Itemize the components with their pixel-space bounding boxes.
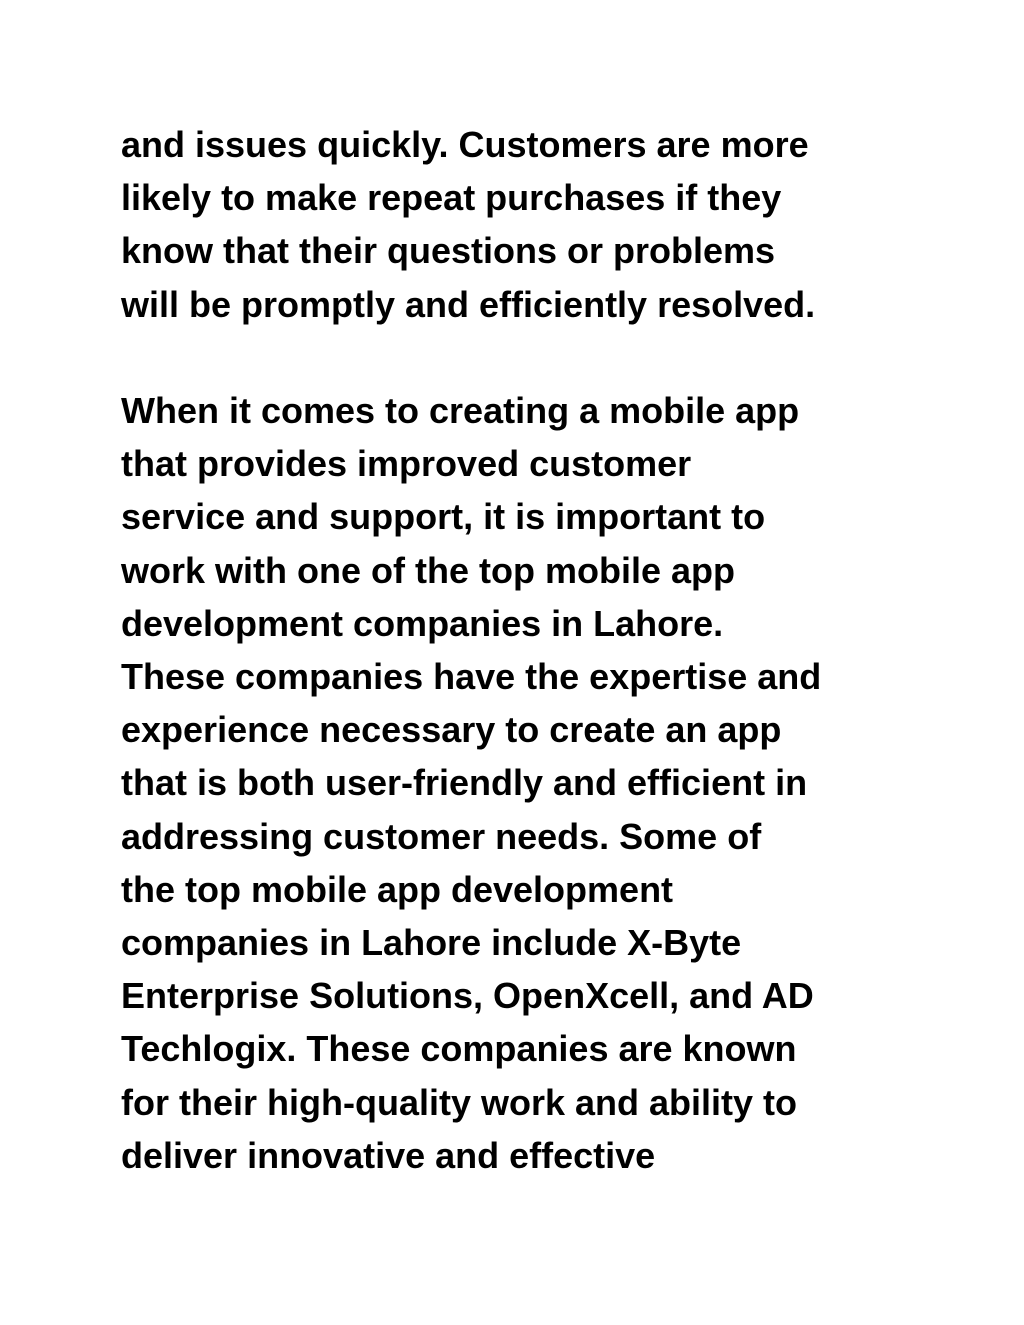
text-line: that is both user-friendly and efficient in <box>121 762 808 804</box>
body-text <box>121 118 921 1182</box>
text-line: deliver innovative and effective <box>121 1134 656 1176</box>
text-line: service and support, it is important to <box>121 496 766 538</box>
text-line: Enterprise Solutions, OpenXcell, and AD <box>121 975 814 1017</box>
text-line: likely to make repeat purchases if they <box>121 177 782 219</box>
text-line: for their high-quality work and ability to <box>121 1081 798 1123</box>
text-line: development companies in Lahore. <box>121 602 724 644</box>
text-line: know that their questions or problems <box>121 230 776 272</box>
text-line: the top mobile app development <box>121 868 674 910</box>
text-line: When it comes to creating a mobile app <box>121 390 800 431</box>
text-line: work with one of the top mobile app <box>121 549 735 591</box>
text-line: and issues quickly. Customers are more <box>121 124 809 165</box>
paragraph-spacer <box>121 331 921 384</box>
text-line: experience necessary to create an app <box>121 709 782 751</box>
text-line: that provides improved customer <box>121 443 692 485</box>
text-line: addressing customer needs. Some of <box>121 815 762 857</box>
text-line: companies in Lahore include X-Byte <box>121 922 742 964</box>
paragraph-customer-resolution <box>121 118 921 331</box>
text-line: These companies have the expertise and <box>121 656 822 698</box>
text-line: will be promptly and efficiently resolved. <box>121 283 816 325</box>
paragraph-app-development-companies <box>121 384 921 1182</box>
text-line: Techlogix. These companies are known <box>121 1028 797 1070</box>
